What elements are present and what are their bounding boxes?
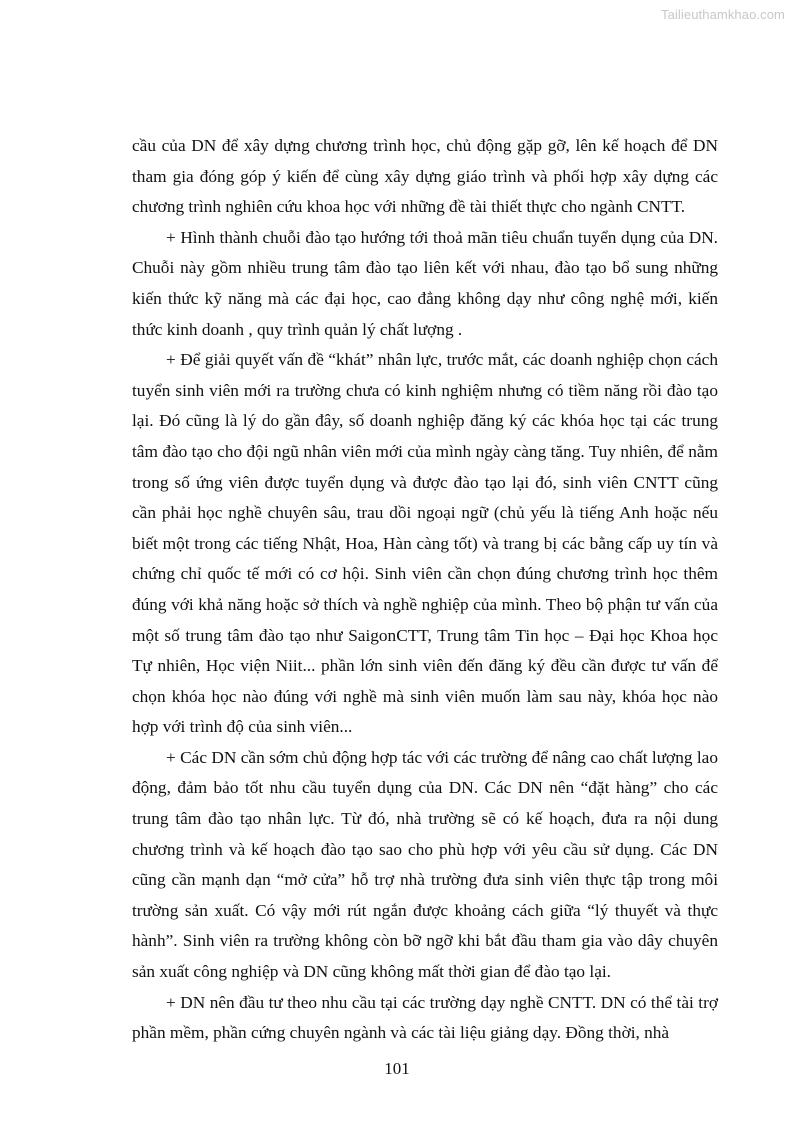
watermark: Tailieuthamkhao.com — [660, 7, 785, 22]
page-number: 101 — [384, 1059, 410, 1078]
paragraph-continuation: cầu của DN để xây dựng chương trình học, chủ động gặp gỡ, lên kế hoạch để DN tham gia đóng góp ý kiến để cùng xây dựng giáo trình và phối hợp xây dựng các chương trình nghiên cứu khoa học với những đề tài thiết thực cho ngành CNTT. — [132, 136, 718, 217]
document-body — [132, 131, 718, 1049]
paragraph-training-chain: + Hình thành chuỗi đào tạo hướng tới thoả mãn tiêu chuẩn tuyển dụng của DN. Chuỗi này gồm nhiều trung tâm đào tạo liên kết với nhau, đào tạo bổ sung những kiến thức kỹ năng mà các đại học, cao đẳng không dạy như công nghệ mới, kiến thức kinh doanh , quy trình quản lý chất lượng . — [132, 227, 718, 339]
paragraph-business-cooperation: + Các DN cần sớm chủ động hợp tác với các trường để nâng cao chất lượng lao động, đảm bảo tốt nhu cầu tuyển dụng của DN. Các DN nên “đặt hàng” cho các trung tâm đào tạo nhân lực. Từ đó, nhà trường sẽ có kế hoạch, đưa ra nội dung chương trình và kế hoạch đào tạo sao cho phù hợp với yêu cầu sử dụng. Các DN cũng cần mạnh dạn “mở cửa” hỗ trợ nhà trường đưa sinh viên thực tập trong môi trường sản xuất. Có vậy mới rút ngắn được khoảng cách giữa “lý thuyết và thực hành”. Sinh viên ra trường không còn bỡ ngỡ khi bắt đầu tham gia vào dây chuyên sản xuất công nghiệp và DN cũng không mất thời gian để đào tạo lại. — [132, 747, 718, 982]
paragraph-business-investment: + DN nên đầu tư theo nhu cầu tại các trường dạy nghề CNTT. DN có thể tài trợ phần mềm, phần cứng chuyên ngành và các tài liệu giảng dạy. Đồng thời, nhà — [132, 992, 718, 1043]
paragraph-workforce-shortage: + Để giải quyết vấn đề “khát” nhân lực, trước mắt, các doanh nghiệp chọn cách tuyển sinh viên mới ra trường chưa có kinh nghiệm nhưng có tiềm năng rồi đào tạo lại. Đó cũng là lý do gần đây, số doanh nghiệp đăng ký các khóa học tại các trung tâm đào tạo cho đội ngũ nhân viên mới của mình ngày càng tăng. Tuy nhiên, để nằm trong số ứng viên được tuyển dụng và được đào tạo lại đó, sinh viên CNTT cũng cần phải học nghề chuyên sâu, trau dồi ngoại ngữ (chủ yếu là tiếng Anh hoặc nếu biết một trong các tiếng Nhật, Hoa, Hàn càng tốt) và trang bị các bằng cấp uy tín và chứng chỉ quốc tế mới có cơ hội. Sinh viên cần chọn đúng chương trình học thêm đúng với khả năng hoặc sở thích và nghề nghiệp của mình. Theo bộ phận tư vấn của một số trung tâm đào tạo như SaigonCTT, Trung tâm Tin học – Đại học Khoa học Tự nhiên, Học viện Niit... phần lớn sinh viên đến đăng ký đều cần được tư vấn để chọn khóa học nào đúng với nghề mà sinh viên muốn làm sau này, khóa học nào hợp với trình độ của sinh viên... — [132, 350, 718, 737]
